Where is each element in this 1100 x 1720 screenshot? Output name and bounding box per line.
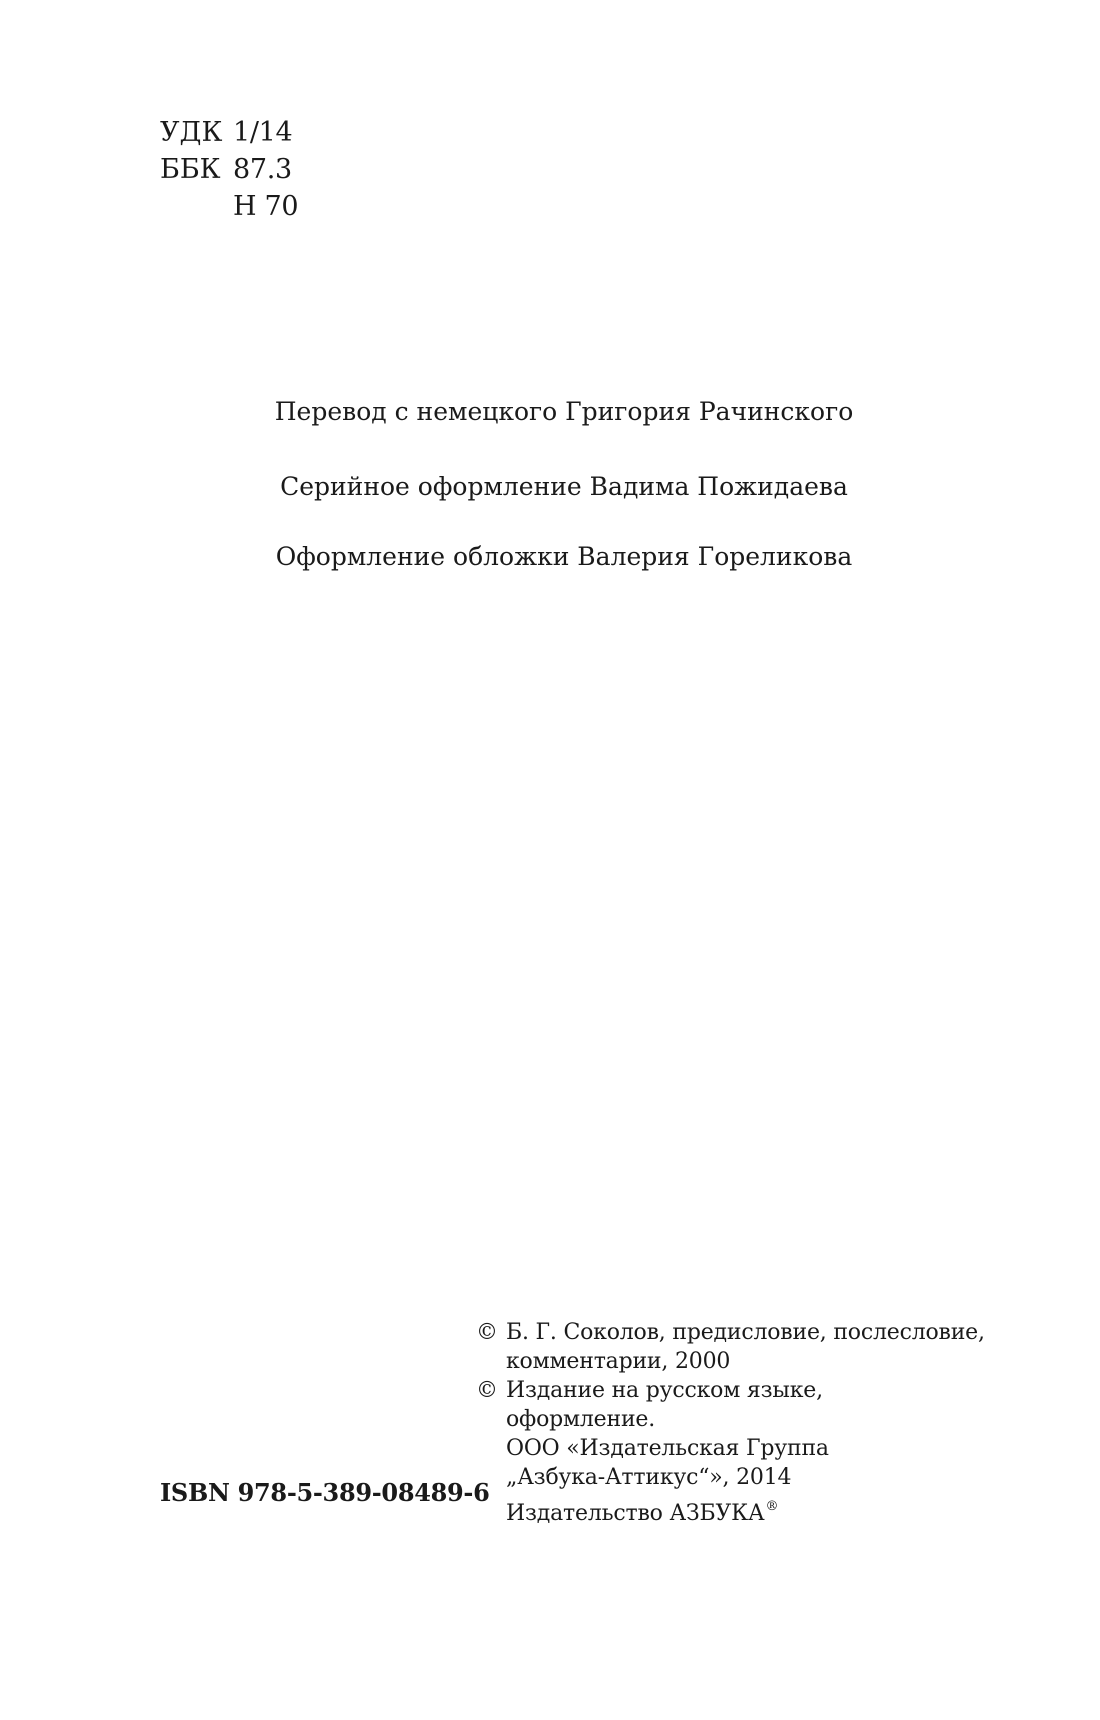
- copyright-line: Б. Г. Соколов, предисловие, послесловие,: [506, 1320, 985, 1345]
- copyright-line: оформление.: [506, 1407, 656, 1432]
- translation-credit: Перевод с немецкого Григория Рачинского: [274, 397, 854, 426]
- copyright-line: ООО «Издательская Группа: [506, 1436, 829, 1461]
- copyright-block: [476, 1318, 985, 1528]
- udk-label: УДК: [160, 117, 223, 148]
- copyright-line: комментарии, 2000: [506, 1349, 731, 1374]
- copyright-symbol: ©: [476, 1378, 498, 1403]
- publisher-line: [506, 1492, 829, 1528]
- classification-block: [160, 114, 298, 225]
- copyright-symbol: ©: [476, 1320, 498, 1345]
- bbk-label: ББК: [160, 154, 221, 185]
- cover-design-credit: Оформление обложки Валерия Гореликова: [275, 542, 853, 571]
- udk-row: [160, 114, 298, 151]
- bbk-value: 87.3: [233, 154, 292, 185]
- author-mark: Н 70: [233, 191, 299, 222]
- series-design-credit: Серийное оформление Вадима Пожидаева: [280, 472, 848, 501]
- copyright-entry-commentary: [476, 1318, 985, 1376]
- copyright-entry-edition: [476, 1376, 985, 1528]
- copyright-line: „Азбука-Аттикус“», 2014: [506, 1465, 792, 1490]
- publisher-name: Издательство АЗБУКА: [506, 1501, 765, 1526]
- registered-mark: ®: [765, 1499, 779, 1514]
- isbn: ISBN 978-5-389-08489-6: [160, 1478, 490, 1507]
- author-mark-row: [160, 188, 298, 225]
- copyright-line: Издание на русском языке,: [506, 1378, 823, 1403]
- bbk-row: [160, 151, 298, 188]
- udk-value: 1/14: [233, 117, 293, 148]
